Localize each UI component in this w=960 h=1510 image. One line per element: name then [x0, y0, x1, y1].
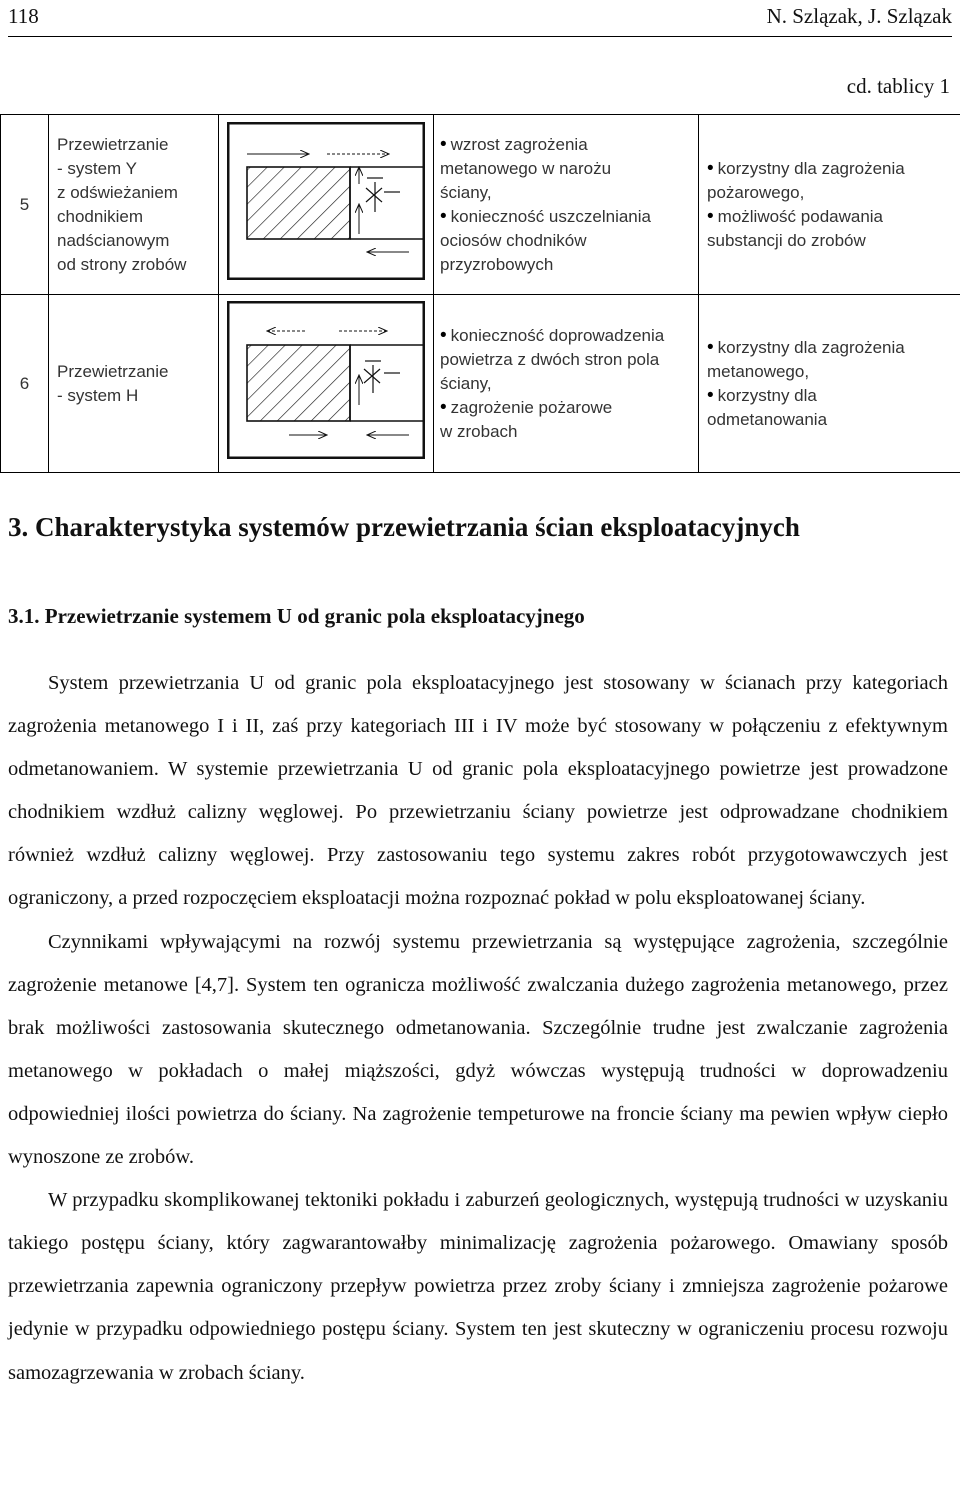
row-number: 6	[1, 295, 49, 473]
paragraph: System przewietrzania U od granic pola eksploatacyjnego jest stosowany w ścianach przy kategoriach zagrożenia metanowego I i II, zaś przy kategoriach III i IV może być stosowany w połączeniu z efektywnym odmetanowaniem. W systemie przewietrzania U od granic pola eksploatacyjnego powietrze jest prowadzone chodnikiem wzdłuż calizny węglowej. Po przewietrzaniu ściany powietrze jest odprowadzane chodnikiem również wzdłuż calizny węglowej. Przy zastosowaniu tego systemu zakres robót przygotowawczych jest ograniczony, a przed rozpoczęciem eksploatacji można rozpoznać pokład w polu eksploatowanej ściany.	[8, 672, 948, 910]
page-header	[8, 0, 952, 37]
paragraph: Czynnikami wpływającymi na rozwój systemu przewietrzania są występujące zagrożenia, szczególnie zagrożenie metanowe [4,7]. System ten ogranicza możliwość zwalczania dużego zagrożenia metanowego, przez brak możliwości zastosowania skutecznego odmetanowania. Szczególnie trudne jest zwalczanie zagrożenia metanowego w pokładach o małej miąższości, gdyż wówczas występują trudności w doprowadzeniu odpowiedniej ilości powietrza do ściany. Na zagrożenie tempeturowe na froncie ściany ma pewien wpływ ciepło wynoszone ze zrobów.	[8, 930, 948, 1169]
system-y-diagram	[227, 122, 425, 280]
running-authors: N. Szlązak, J. Szlązak	[766, 4, 952, 28]
paragraph: W przypadku skomplikowanej tektoniki pokładu i zaburzeń geologicznych, występują trudności w uzyskaniu takiego postępu ściany, który zagwarantowałby minimalizację zagrożenia pożarowego. Omawiany sposób przewietrzania zapewnia ograniczony przepływ powietrza przez zroby ściany i zmniejsza zagrożenie pożarowe jedynie w przypadku odpowiedniego postępu ściany. System ten jest skuteczny w ograniczeniu procesu rozwoju samozagrzewania w zrobach ściany.	[8, 1189, 948, 1384]
advantages: • korzystny dla zagrożenia metanowego, • korzystny dla odmetanowania	[699, 295, 960, 473]
advantages: • korzystny dla zagrożenia pożarowego, • możliwość podawania substancji do zrobów	[699, 115, 960, 295]
section-heading: 3. Charakterystyka systemów przewietrzania ścian eksploatacyjnych	[8, 512, 800, 542]
system-name: Przewietrzanie - system H	[49, 295, 219, 473]
row-number: 5	[1, 115, 49, 295]
body-text	[8, 662, 948, 1395]
table-row	[1, 295, 960, 473]
system-name: Przewietrzanie - system Y z odświeżaniem chodnikiem nadścianowym od strony zrobów	[49, 115, 219, 295]
disadvantages: • wzrost zagrożenia metanowego w narożu ściany, • konieczność uszczelniania ociosów chodników przyzrobowych	[434, 115, 699, 295]
table-row	[1, 115, 960, 295]
page-number: 118	[8, 4, 39, 28]
system-h-diagram	[227, 301, 425, 459]
subsection-heading: 3.1. Przewietrzanie systemem U od granic pola eksploatacyjnego	[8, 604, 585, 628]
ventilation-systems-table	[0, 114, 960, 473]
disadvantages: • konieczność doprowadzenia powietrza z dwóch stron pola ściany, • zagrożenie pożarowe w zrobach	[434, 295, 699, 473]
system-diagram	[219, 115, 434, 295]
system-diagram	[219, 295, 434, 473]
table-continuation-label: cd. tablicy 1	[846, 74, 950, 98]
